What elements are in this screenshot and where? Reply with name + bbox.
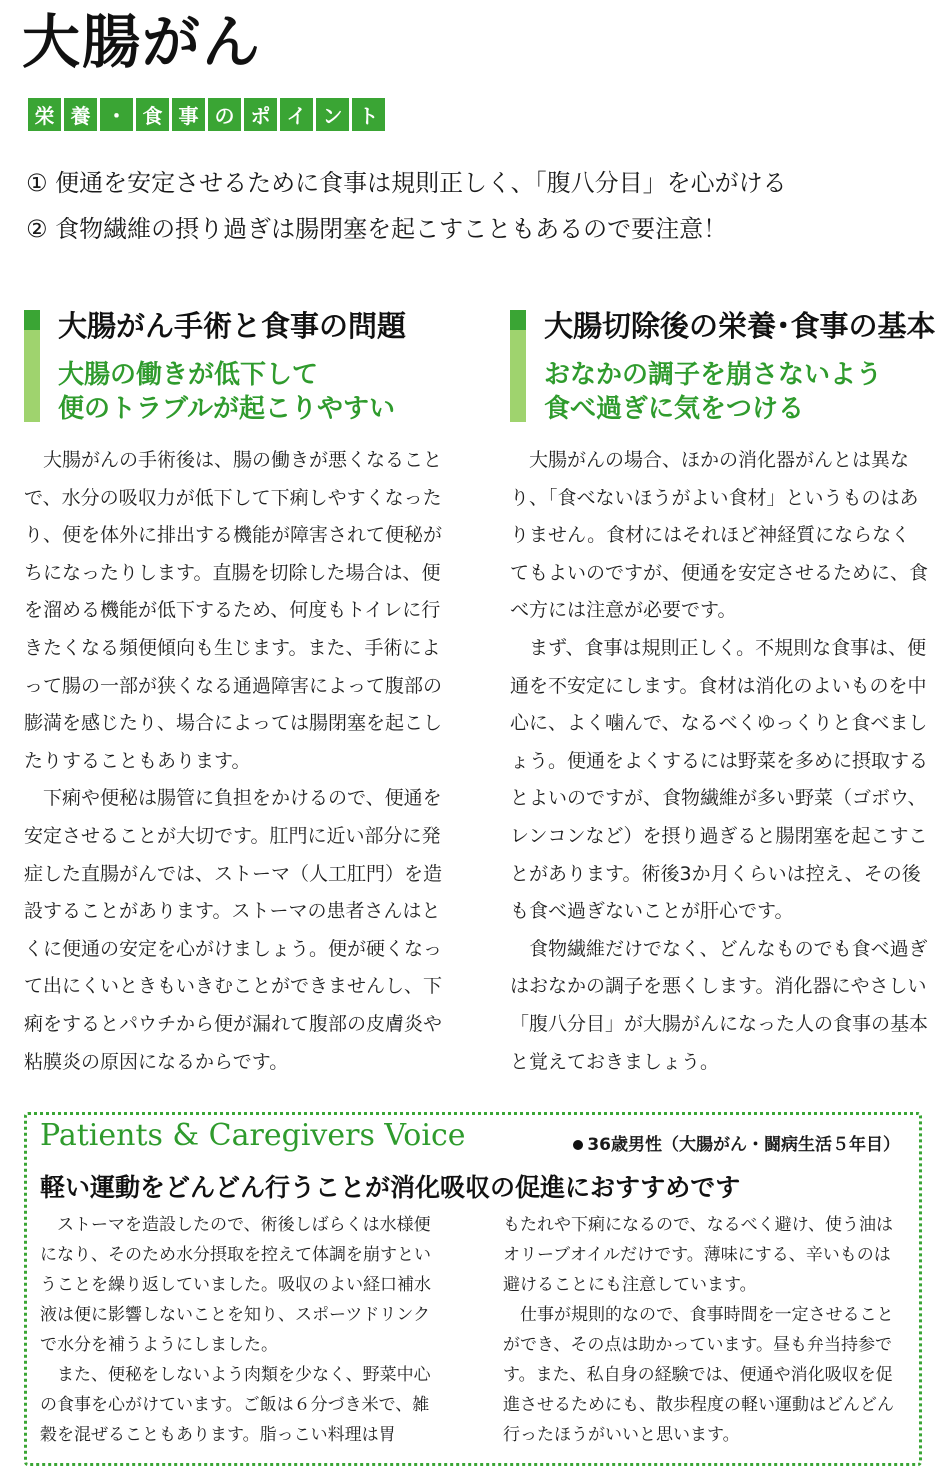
right-paragraph-2: まず、食事は規則正しく。不規則な食事は、便通を不安定にします。食材は消化のよいものを中心に、よく噛んで、なるべくゆっくりと食べましょう。便通をよくするには野菜を多めに摂取するとよいのですが、食物繊維が多い野菜（ゴボウ、レンコンなど）を摂り過ぎると腸閉塞を起こすことがあります。術後3か月くらいは控え、その後も食べ過ぎないことが肝心です。 xyxy=(510,636,929,923)
voice-left-paragraph-2: また、便秘をしないよう肉類を少なく、野菜中心の食事を心がけています。ご飯は６分づき米で、雑穀を混ぜることもあります。脂っこい料理は胃 xyxy=(40,1365,431,1445)
voice-left-column xyxy=(40,1210,444,1450)
page-title: 大腸がん xyxy=(22,8,263,76)
badge-char: 栄 xyxy=(28,98,61,131)
badge-char: ポ xyxy=(244,98,277,131)
left-paragraph-2: 下痢や便秘は腸管に負担をかけるので、便通を安定させることが大切です。肛門に近い部分に発症した直腸がんでは、ストーマ（人工肛門）を造設することがあります。ストーマの患者さんはとくに便通の安定を心がけましょう。便が硬くなって出にくいときもいきむことができませんし、下痢をするとパウチから便が漏れて腹部の皮膚炎や粘膜炎の原因になるからです。 xyxy=(24,787,443,1073)
left-column-body xyxy=(24,442,442,1081)
voice-right-column xyxy=(503,1210,907,1450)
right-section-header xyxy=(544,306,936,426)
right-section-title: 大腸切除後の栄養･食事の基本 xyxy=(544,309,936,343)
left-section-subtitle-1: 大腸の働きが低下して xyxy=(58,360,319,390)
point-1: ① 便通を安定させるために食事は規則正しく、「腹八分目」を心がける xyxy=(26,169,787,197)
voice-heading: Patients & Caregivers Voice xyxy=(40,1118,466,1153)
badge-char: の xyxy=(208,98,241,131)
left-paragraph-1: 大腸がんの手術後は、腸の働きが悪くなることで、水分の吸収力が低下して下痢しやすくなったり、便を体外に排出する機能が障害されて便秘がちになったりします。直腸を切除した場合は、便を溜める機能が低下するため、何度もトイレに行きたくなる頻便傾向も生じます。また、手術によって腸の一部が狭くなる通過障害によって腹部の膨満を感じたり、場合によっては腸閉塞を起こしたりすることもあります。 xyxy=(24,449,443,772)
key-points xyxy=(26,160,787,252)
section-marker-dark xyxy=(510,310,526,330)
voice-title: 軽い運動をどんどん行うことが消化吸収の促進におすすめです xyxy=(40,1173,741,1202)
badge-char: 養 xyxy=(64,98,97,131)
voice-right-paragraph-2: 仕事が規則的なので、食事時間を一定させることができ、その点は助かっています。昼も弁当持参です。また、私自身の経験では、便通や消化吸収を促進させるためにも、散歩程度の軽い運動はどんどん行ったほうがいいと思います。 xyxy=(503,1305,894,1445)
section-marker-light xyxy=(24,330,40,422)
right-paragraph-1: 大腸がんの場合、ほかの消化器がんとは異なり、「食べないほうがよい食材」というものはありません。食材にはそれほど神経質にならなくてもよいのですが、便通を安定させるために、食べ方には注意が必要です。 xyxy=(510,449,929,622)
badge-char: 食 xyxy=(136,98,169,131)
badge-char: ト xyxy=(352,98,385,131)
voice-speaker xyxy=(573,1130,900,1155)
right-section-subtitle-1: おなかの調子を崩さないよう xyxy=(544,360,883,390)
point-2: ② 食物繊維の摂り過ぎは腸閉塞を起こすこともあるので要注意！ xyxy=(26,215,728,243)
left-section-header xyxy=(58,306,406,426)
nutrition-points-badge xyxy=(28,98,385,131)
right-column-body xyxy=(510,442,928,1081)
left-section-subtitle-2: 便のトラブルが起こりやすい xyxy=(58,394,395,424)
badge-char: 事 xyxy=(172,98,205,131)
voice-left-paragraph-1: ストーマを造設したので、術後しばらくは水様便になり、そのため水分摂取を控えて体調を崩すということを繰り返していました。吸収のよい経口補水液は便に影響しないことを知り、スポーツドリンクで水分を補うようにしました。 xyxy=(40,1215,431,1355)
right-section-subtitle-2: 食べ過ぎに気をつける xyxy=(544,394,805,424)
bullet-icon xyxy=(573,1140,583,1150)
badge-char: イ xyxy=(280,98,313,131)
section-marker-light xyxy=(510,330,526,422)
right-paragraph-3: 食物繊維だけでなく、どんなものでも食べ過ぎはおなかの調子を悪くします。消化器にやさしい「腹八分目」が大腸がんになった人の食事の基本と覚えておきましょう。 xyxy=(510,937,929,1073)
voice-speaker-text: 36歳男性（大腸がん・闘病生活５年目） xyxy=(587,1135,900,1155)
badge-char: ・ xyxy=(100,98,133,131)
voice-right-paragraph-1: もたれや下痢になるので、なるべく避け、使う油はオリーブオイルだけです。薄味にする、辛いものは避けることにも注意しています。 xyxy=(503,1215,893,1295)
left-section-title: 大腸がん手術と食事の問題 xyxy=(58,309,407,343)
section-marker-dark xyxy=(24,310,40,330)
badge-char: ン xyxy=(316,98,349,131)
